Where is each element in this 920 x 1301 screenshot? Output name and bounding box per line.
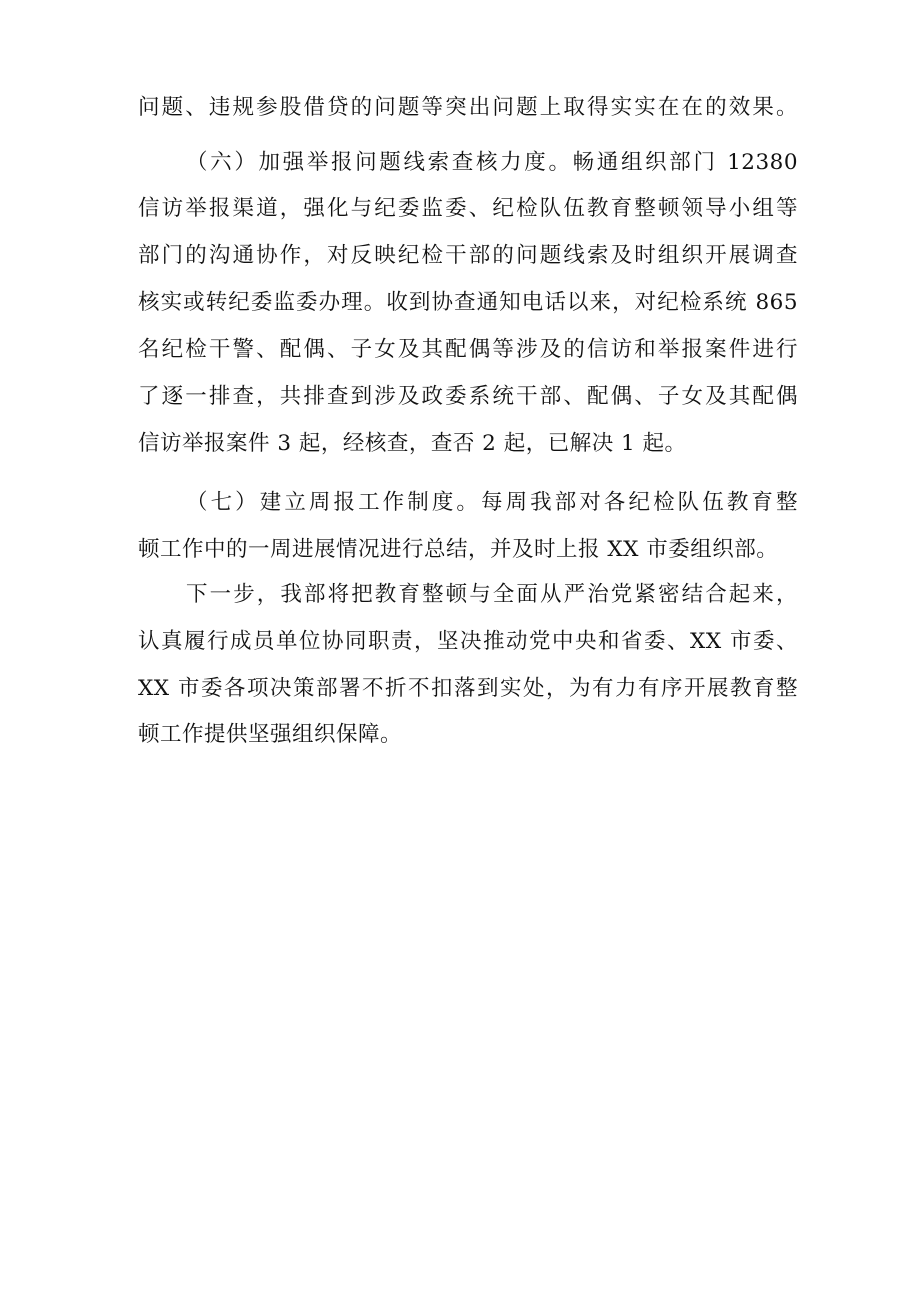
body-line-10: 顿工作中的一周进展情况进行总结，并及时上报 XX 市委组织部。 bbox=[138, 537, 779, 562]
section-six-heading-line: （六）加强举报问题线索查核力度。畅通组织部门 12380 bbox=[186, 150, 798, 175]
body-line-12: 认真履行成员单位协同职责，坚决推动党中央和省委、XX 市委、 bbox=[138, 629, 798, 654]
body-line-4: 部门的沟通协作，对反映纪检干部的问题线索及时组织开展调查 bbox=[138, 243, 798, 268]
body-line-14: 顿工作提供坚强组织保障。 bbox=[138, 722, 403, 747]
body-line-1: 问题、违规参股借贷的问题等突出问题上取得实实在在的效果。 bbox=[138, 95, 798, 120]
body-line-8: 信访举报案件 3 起，经核查，查否 2 起，已解决 1 起。 bbox=[138, 431, 687, 456]
body-line-13: XX 市委各项决策部署不折不扣落到实处，为有力有序开展教育整 bbox=[138, 676, 798, 701]
body-line-3: 信访举报渠道，强化与纪委监委、纪检队伍教育整顿领导小组等 bbox=[138, 196, 798, 221]
body-line-6: 名纪检干警、配偶、子女及其配偶等涉及的信访和举报案件进行 bbox=[138, 337, 798, 362]
body-line-7: 了逐一排查，共排查到涉及政委系统干部、配偶、子女及其配偶 bbox=[138, 384, 798, 409]
next-step-paragraph-line: 下一步，我部将把教育整顿与全面从严治党紧密结合起来， bbox=[186, 582, 798, 607]
section-seven-heading-line: （七）建立周报工作制度。每周我部对各纪检队伍教育整 bbox=[186, 490, 798, 515]
body-line-5: 核实或转纪委监委办理。收到协查通知电话以来，对纪检系统 865 bbox=[138, 290, 798, 315]
